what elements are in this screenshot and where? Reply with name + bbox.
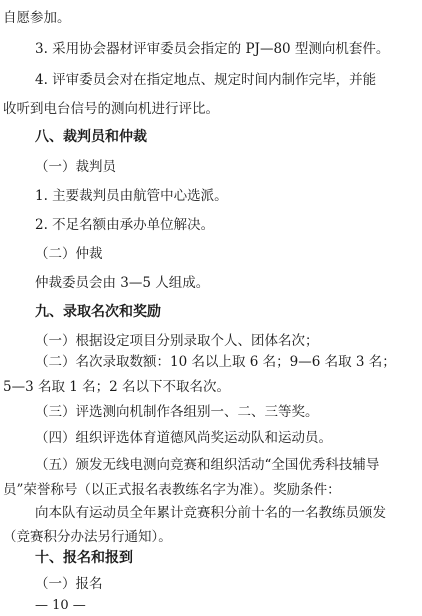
text-line: 向本队有运动员全年累计竞赛积分前十名的一名教练员颁发 xyxy=(35,505,386,521)
text-line: 收听到电台信号的测向机进行评比。 xyxy=(3,101,219,117)
section-heading: 十、报名和报到 xyxy=(35,550,133,566)
text-line: 仲裁委员会由 3—5 人组成。 xyxy=(35,275,210,291)
text-line: 3. 采用协会器材评审委员会指定的 PJ—80 型测向机套件。 xyxy=(35,41,390,57)
subsection-heading: （一）报名 xyxy=(35,576,103,592)
page-number: — 10 — xyxy=(35,598,86,613)
section-heading: 九、录取名次和奖励 xyxy=(35,304,161,320)
text-line: （一）根据设定项目分别录取个人、团体名次； xyxy=(35,333,319,349)
text-line: （四）组织评选体育道德风尚奖运动队和运动员。 xyxy=(35,430,332,446)
section-heading: 八、裁判员和仲裁 xyxy=(35,129,147,145)
text-line: 员”荣誉称号（以正式报名表教练名字为准）。奖励条件： xyxy=(3,482,341,498)
subsection-heading: （一）裁判员 xyxy=(35,159,116,175)
text-line: （竞赛积分办法另行通知）。 xyxy=(3,529,172,545)
text-line: 自愿参加。 xyxy=(3,10,71,26)
text-line: （五）颁发无线电测向竞赛和组织活动“全国优秀科技辅导 xyxy=(35,457,380,473)
text-line: 2. 不足名额由承办单位解决。 xyxy=(35,217,215,233)
text-line: （二）名次录取数额：10 名以上取 6 名；9—6 名取 3 名； xyxy=(35,354,396,370)
text-line: 1. 主要裁判员由航管中心选派。 xyxy=(35,188,228,204)
text-line: 4. 评审委员会对在指定地点、规定时间内制作完毕，并能 xyxy=(35,72,377,88)
text-line: 5—3 名取 1 名；2 名以下不取名次。 xyxy=(3,379,231,395)
text-line: （三）评选测向机制作各组别一、二、三等奖。 xyxy=(35,404,319,420)
subsection-heading: （二）仲裁 xyxy=(35,246,103,262)
